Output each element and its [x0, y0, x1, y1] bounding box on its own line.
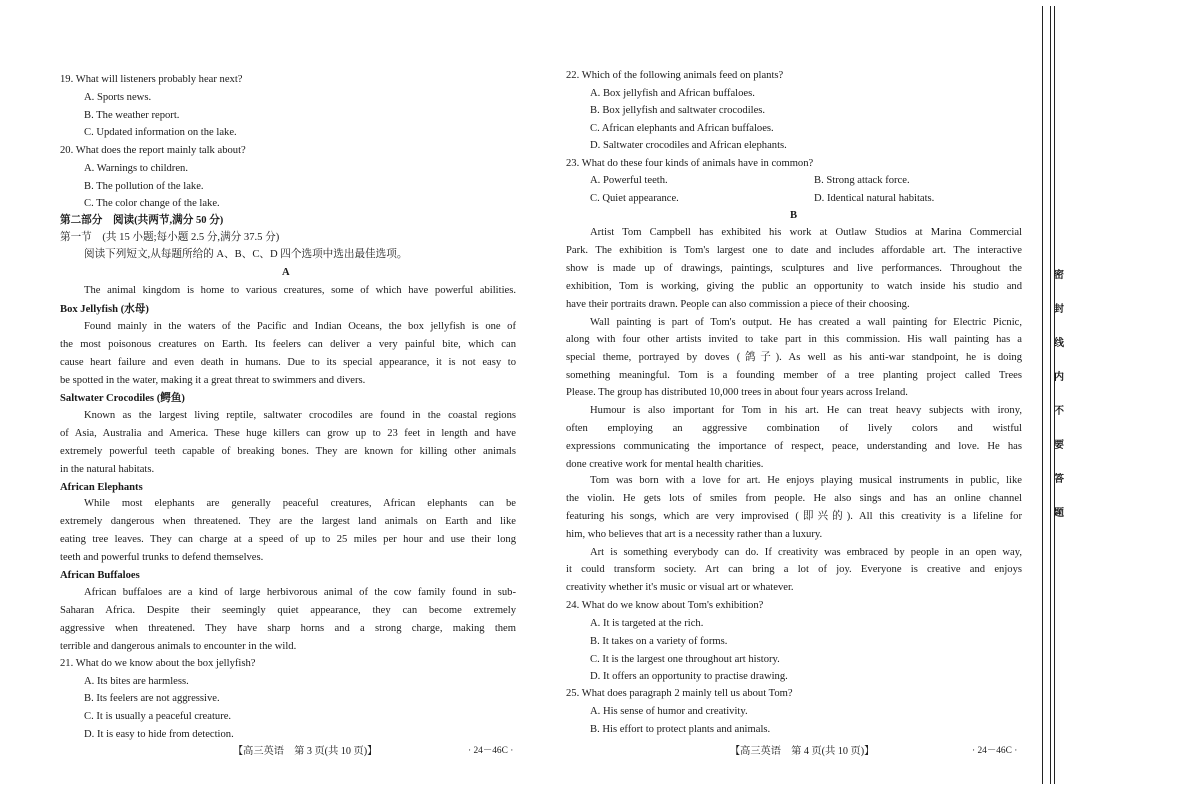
left-page-line: B. The pollution of the lake.	[84, 181, 204, 192]
left-page-line: While most elephants are generally peaceful creatures, African elephants can be	[84, 498, 516, 509]
left-page-line: aggressive when threatened. They have sharp horns and a strong charge, making them	[60, 623, 516, 634]
right-page-line: B. It takes on a variety of forms.	[590, 636, 728, 647]
right-page-line: A. Box jellyfish and African buffaloes.	[590, 88, 755, 99]
right-page-line: him, who believes that art is a necessity rather than a luxury.	[566, 529, 823, 540]
left-page-line: A. Warnings to children.	[84, 163, 188, 174]
left-page-line: cause heart failure and even death in humans. Due to its special appearance, it is not easy to	[60, 357, 516, 368]
right-page-line: A. His sense of humor and creativity.	[590, 706, 748, 717]
right-page-code: · 24－46C ·	[972, 746, 1018, 756]
right-page-line: A. It is targeted at the rich.	[590, 618, 704, 629]
right-page-line: D. It offers an opportunity to practise drawing.	[590, 671, 788, 682]
binding-char: 题	[1054, 508, 1064, 519]
binding-char: 内	[1054, 372, 1064, 383]
left-page-line: 第二部分 阅读(共两节,满分 50 分)	[60, 215, 224, 226]
right-page-line: B. Box jellyfish and saltwater crocodiles.	[590, 105, 766, 116]
left-page-line: 第一节 (共 15 小题;每小题 2.5 分,满分 37.5 分)	[60, 232, 280, 243]
left-page-line: be spotted in the water, making it a great threat to swimmers and divers.	[60, 375, 366, 386]
left-page	[0, 0, 540, 790]
right-page-line: often employing an aggressive combination of lively colors and wistful	[566, 423, 1022, 434]
left-page-line: C. The color change of the lake.	[84, 198, 220, 209]
right-page-line: Humour is also important for Tom in his art. He can treat heavy subjects with irony,	[590, 405, 1022, 416]
right-page-line: 24. What do we know about Tom's exhibition?	[566, 600, 764, 611]
right-page-line: creativity whether it's music or visual art or whatever.	[566, 582, 794, 593]
left-page-line: eating tree leaves. They can charge at a speed of up to 25 miles per hour and use their long	[60, 534, 516, 545]
right-page-line: exhibition, Tom is working, giving the public an opportunity to watch inside his studio and	[566, 281, 1022, 292]
binding-char: 不	[1054, 406, 1064, 417]
right-page-line: Artist Tom Campbell has exhibited his work at Outlaw Studios at Marina Commercial	[590, 227, 1022, 238]
right-page-line: special theme, portrayed by doves (鸽子). As well as his anti-war standpoint, he is doing	[566, 352, 1022, 363]
left-page-line: 阅读下列短文,从每题所给的 A、B、C、D 四个选项中选出最佳选项。	[84, 249, 408, 260]
right-page-line: something meaningful. Tom is a founding member of a tree planting project called Trees	[566, 370, 1022, 381]
left-page-line: A	[282, 267, 290, 278]
left-page-line: of Asia, Australia and America. These huge killers can grow up to 23 feet in length and have	[60, 428, 516, 439]
left-page-line: Saharan Africa. Despite their seemingly quiet appearance, they can become extremely	[60, 605, 516, 616]
right-page-footer: 【高三英语 第 4 页(共 10 页)】	[730, 746, 875, 757]
left-page-line: African Buffaloes	[60, 570, 140, 581]
left-page-line: A. Its bites are harmless.	[84, 676, 189, 687]
left-page-line: D. It is easy to hide from detection.	[84, 729, 234, 740]
left-page-line: teeth and powerful trunks to defend themselves.	[60, 552, 264, 563]
right-page-line: 23. What do these four kinds of animals have in common?	[566, 158, 814, 169]
right-page-line: Please. The group has distributed 10,000 trees in about four years across Ireland.	[566, 387, 908, 398]
right-page-line: done creative work for mental health charities.	[566, 459, 764, 470]
binding-line	[1050, 6, 1051, 784]
left-page-line: C. It is usually a peaceful creature.	[84, 711, 232, 722]
right-page-line: Tom was born with a love for art. He enjoys playing musical instruments in public, like	[590, 475, 1022, 486]
right-page-line: Wall painting is part of Tom's output. He has created a wall painting for Electric Picnic,	[590, 317, 1022, 328]
right-page-line: B	[790, 210, 798, 221]
left-page-line: B. Its feelers are not aggressive.	[84, 693, 220, 704]
left-page-line: C. Updated information on the lake.	[84, 127, 237, 138]
left-page-line: B. The weather report.	[84, 110, 180, 121]
right-page-line: C. Quiet appearance.	[590, 193, 679, 204]
left-page-line: 21. What do we know about the box jellyfish?	[60, 658, 256, 669]
binding-line	[1054, 6, 1055, 784]
left-page-footer: 【高三英语 第 3 页(共 10 页)】	[233, 746, 378, 757]
right-page-line: have their portraits drawn. People can also commission a piece of their choosing.	[566, 299, 910, 310]
binding-char: 密	[1054, 270, 1064, 281]
right-page-line: it could transform society. Art can bring a lot of joy. Everyone is creative and enjoys	[566, 564, 1022, 575]
right-page-line: B. Strong attack force.	[814, 175, 910, 186]
right-page-line: the violin. He gets lots of smiles from people. He also sings and has an online channel	[566, 493, 1022, 504]
right-page-line: Park. The exhibition is Tom's largest one to date and includes affordable art. The interactive	[566, 245, 1022, 256]
left-page-line: the most poisonous creatures on Earth. Its feelers can deliver a very painful bite, which can	[60, 339, 516, 350]
left-page-line: extremely powerful teeth capable of breaking bones. They are known for killing other animals	[60, 446, 516, 457]
right-page	[560, 0, 1040, 790]
right-page-line: B. His effort to protect plants and animals.	[590, 724, 771, 735]
left-page-line: terrible and dangerous animals to encounter in the wild.	[60, 641, 297, 652]
right-page-line: D. Identical natural habitats.	[814, 193, 935, 204]
left-page-line: A. Sports news.	[84, 92, 152, 103]
right-page-line: show is made up of drawings, paintings, sculptures and live performances. Throughout the	[566, 263, 1022, 274]
left-page-line: 19. What will listeners probably hear next?	[60, 74, 243, 85]
binding-char: 封	[1054, 304, 1064, 315]
left-page-line: extremely dangerous when threatened. They are the largest land animals on Earth and like	[60, 516, 516, 527]
right-page-line: featuring his songs, which are very improvised (即兴的). All this creativity is a lifeline for	[566, 511, 1022, 522]
binding-line	[1042, 6, 1043, 784]
right-page-line: Art is something everybody can do. If creativity was embraced by people in an open way,	[590, 547, 1022, 558]
left-page-line: African buffaloes are a kind of large herbivorous animal of the cow family found in sub-	[84, 587, 516, 598]
right-page-line: A. Powerful teeth.	[590, 175, 668, 186]
left-page-line: Found mainly in the waters of the Pacific and Indian Oceans, the box jellyfish is one of	[84, 321, 516, 332]
right-page-line: C. It is the largest one throughout art history.	[590, 654, 780, 665]
binding-char: 要	[1054, 440, 1064, 451]
left-page-line: African Elephants	[60, 482, 143, 493]
binding-char: 线	[1054, 338, 1064, 349]
left-page-line: The animal kingdom is home to various creatures, some of which have powerful abilities.	[84, 285, 516, 296]
left-page-line: 20. What does the report mainly talk about?	[60, 145, 246, 156]
left-page-line: Box Jellyfish (水母)	[60, 304, 149, 315]
right-page-line: 25. What does paragraph 2 mainly tell us about Tom?	[566, 688, 793, 699]
left-page-line: Saltwater Crocodiles (鳄鱼)	[60, 393, 185, 404]
binding-margin	[1042, 0, 1200, 790]
right-page-line: along with four other artists invited to take part in this commission. His wall painting has a	[566, 334, 1022, 345]
right-page-line: expressions communicating the importance of respect, peace, understanding and love. He has	[566, 441, 1022, 452]
left-page-code: · 24－46C ·	[468, 746, 514, 756]
right-page-line: C. African elephants and African buffaloes.	[590, 123, 774, 134]
left-page-line: Known as the largest living reptile, saltwater crocodiles are found in the coastal regions	[84, 410, 516, 421]
right-page-line: 22. Which of the following animals feed on plants?	[566, 70, 784, 81]
binding-char: 答	[1054, 474, 1064, 485]
right-page-line: D. Saltwater crocodiles and African elephants.	[590, 140, 787, 151]
left-page-line: in the natural habitats.	[60, 464, 155, 475]
